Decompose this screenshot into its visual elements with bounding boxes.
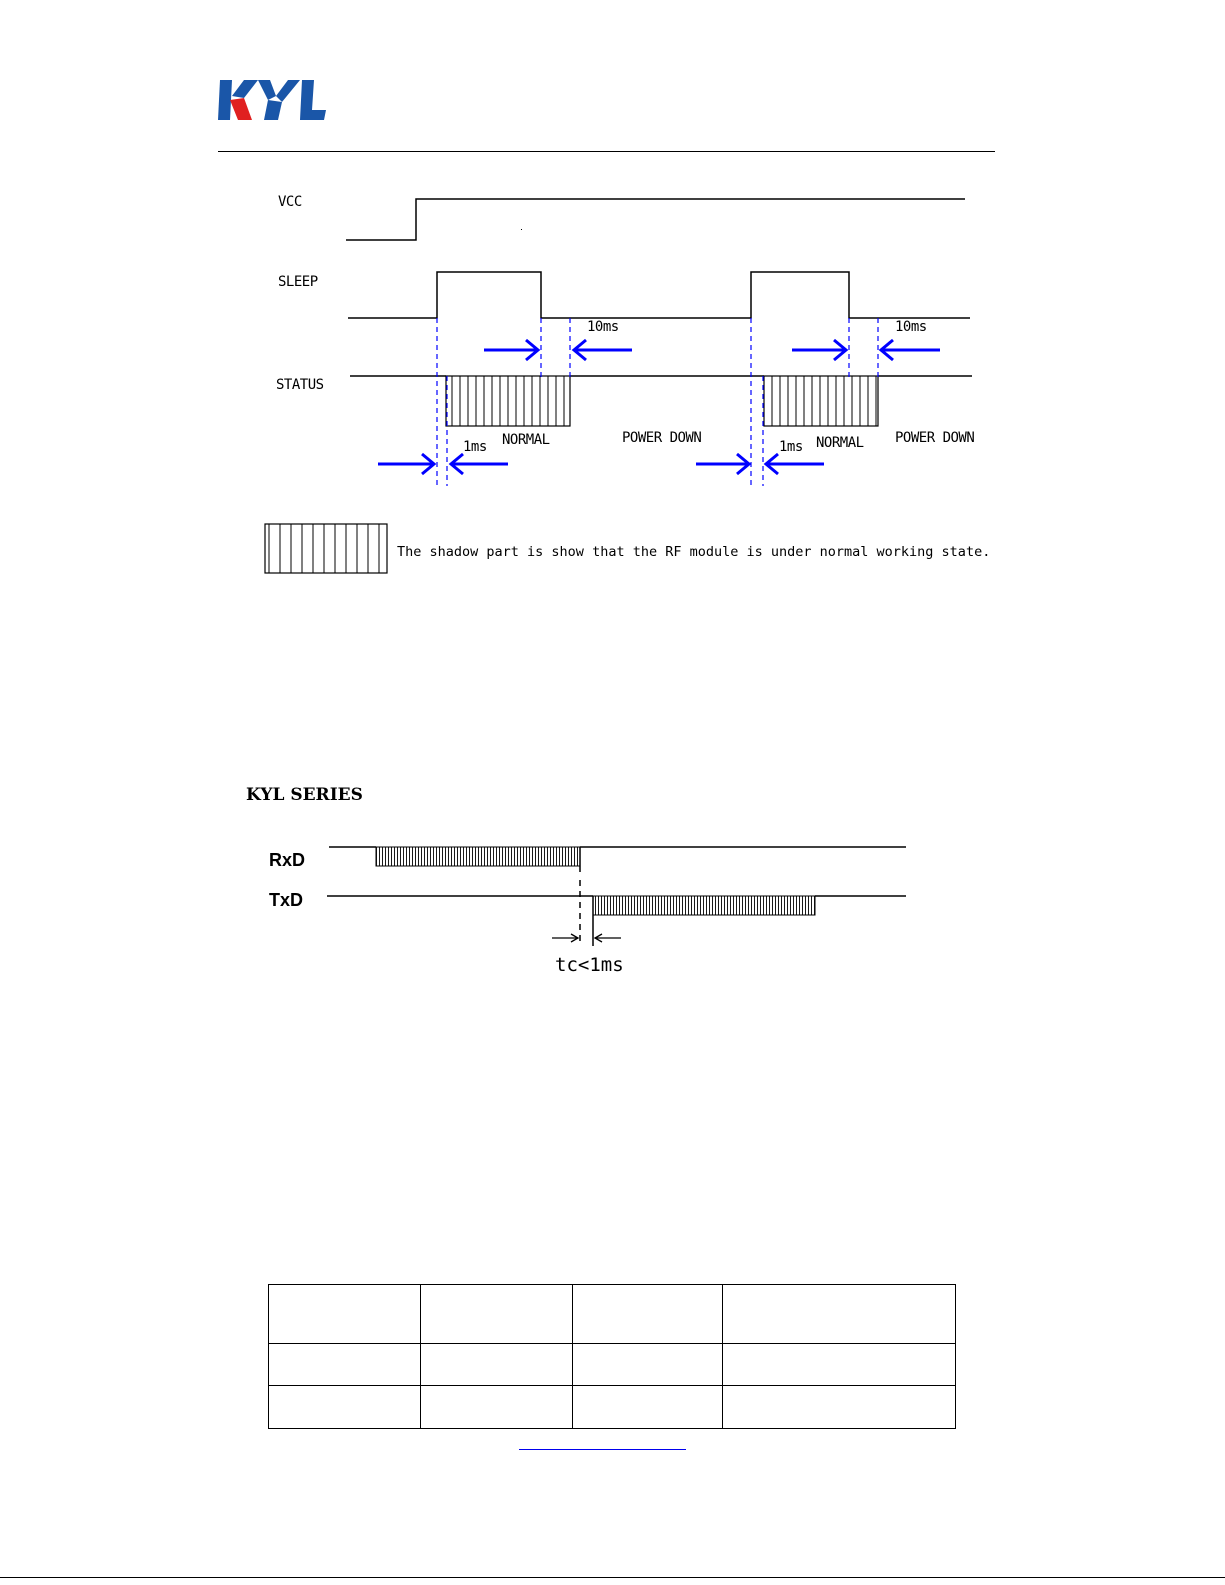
arrow-right-icon (552, 934, 578, 942)
txd-data-block (593, 896, 815, 915)
legend-text: The shadow part is show that the RF module is under normal working state. (397, 544, 991, 560)
table-cell (421, 1386, 573, 1429)
spec-table (268, 1284, 956, 1429)
rxd-data-block (376, 847, 580, 866)
sleep-timing-diagram (0, 0, 1225, 600)
sleep-label: SLEEP (278, 274, 318, 290)
table-cell (269, 1285, 421, 1344)
series-title: KYL SERIES (246, 785, 363, 805)
status-normal-block (764, 376, 878, 426)
delay-label: 1ms (463, 439, 487, 455)
normal-state-label: NORMAL (816, 435, 864, 451)
table-cell (723, 1285, 956, 1344)
arrow-left-icon (574, 340, 632, 360)
arrow-right-icon (378, 454, 434, 474)
table-row (269, 1344, 956, 1386)
vcc-dot (521, 229, 522, 230)
table-cell (269, 1386, 421, 1429)
arrow-left-icon (766, 454, 824, 474)
legend-hatch-box (265, 524, 387, 573)
delay-label: 10ms (895, 319, 927, 335)
bottom-rule (0, 1577, 1225, 1578)
arrow-right-icon (792, 340, 846, 360)
arrow-right-icon (696, 454, 749, 474)
delay-label: 10ms (587, 319, 619, 335)
normal-state-label: NORMAL (502, 432, 550, 448)
table-cell (421, 1285, 573, 1344)
rxd-label: RxD (269, 850, 306, 870)
arrow-left-icon (881, 340, 940, 360)
arrow-left-icon (451, 454, 508, 474)
arrow-right-icon (484, 340, 538, 360)
status-label: STATUS (276, 377, 324, 393)
table-cell (573, 1285, 723, 1344)
status-normal-block (446, 376, 570, 426)
sleep-waveform (348, 272, 970, 318)
table-cell (573, 1386, 723, 1429)
arrow-left-icon (595, 934, 621, 942)
table-cell (723, 1386, 956, 1429)
timing-label: tc<1ms (555, 954, 624, 976)
power-down-label: POWER DOWN (622, 430, 702, 446)
footer-link[interactable] (519, 1449, 686, 1450)
vcc-label: VCC (278, 194, 302, 210)
table-row (269, 1285, 956, 1344)
table-row (269, 1386, 956, 1429)
table-cell (723, 1344, 956, 1386)
table-cell (573, 1344, 723, 1386)
table-cell (421, 1344, 573, 1386)
txd-label: TxD (269, 890, 304, 910)
table-cell (269, 1344, 421, 1386)
vcc-waveform (346, 199, 965, 240)
delay-label: 1ms (779, 439, 803, 455)
power-down-label: POWER DOWN (895, 430, 975, 446)
